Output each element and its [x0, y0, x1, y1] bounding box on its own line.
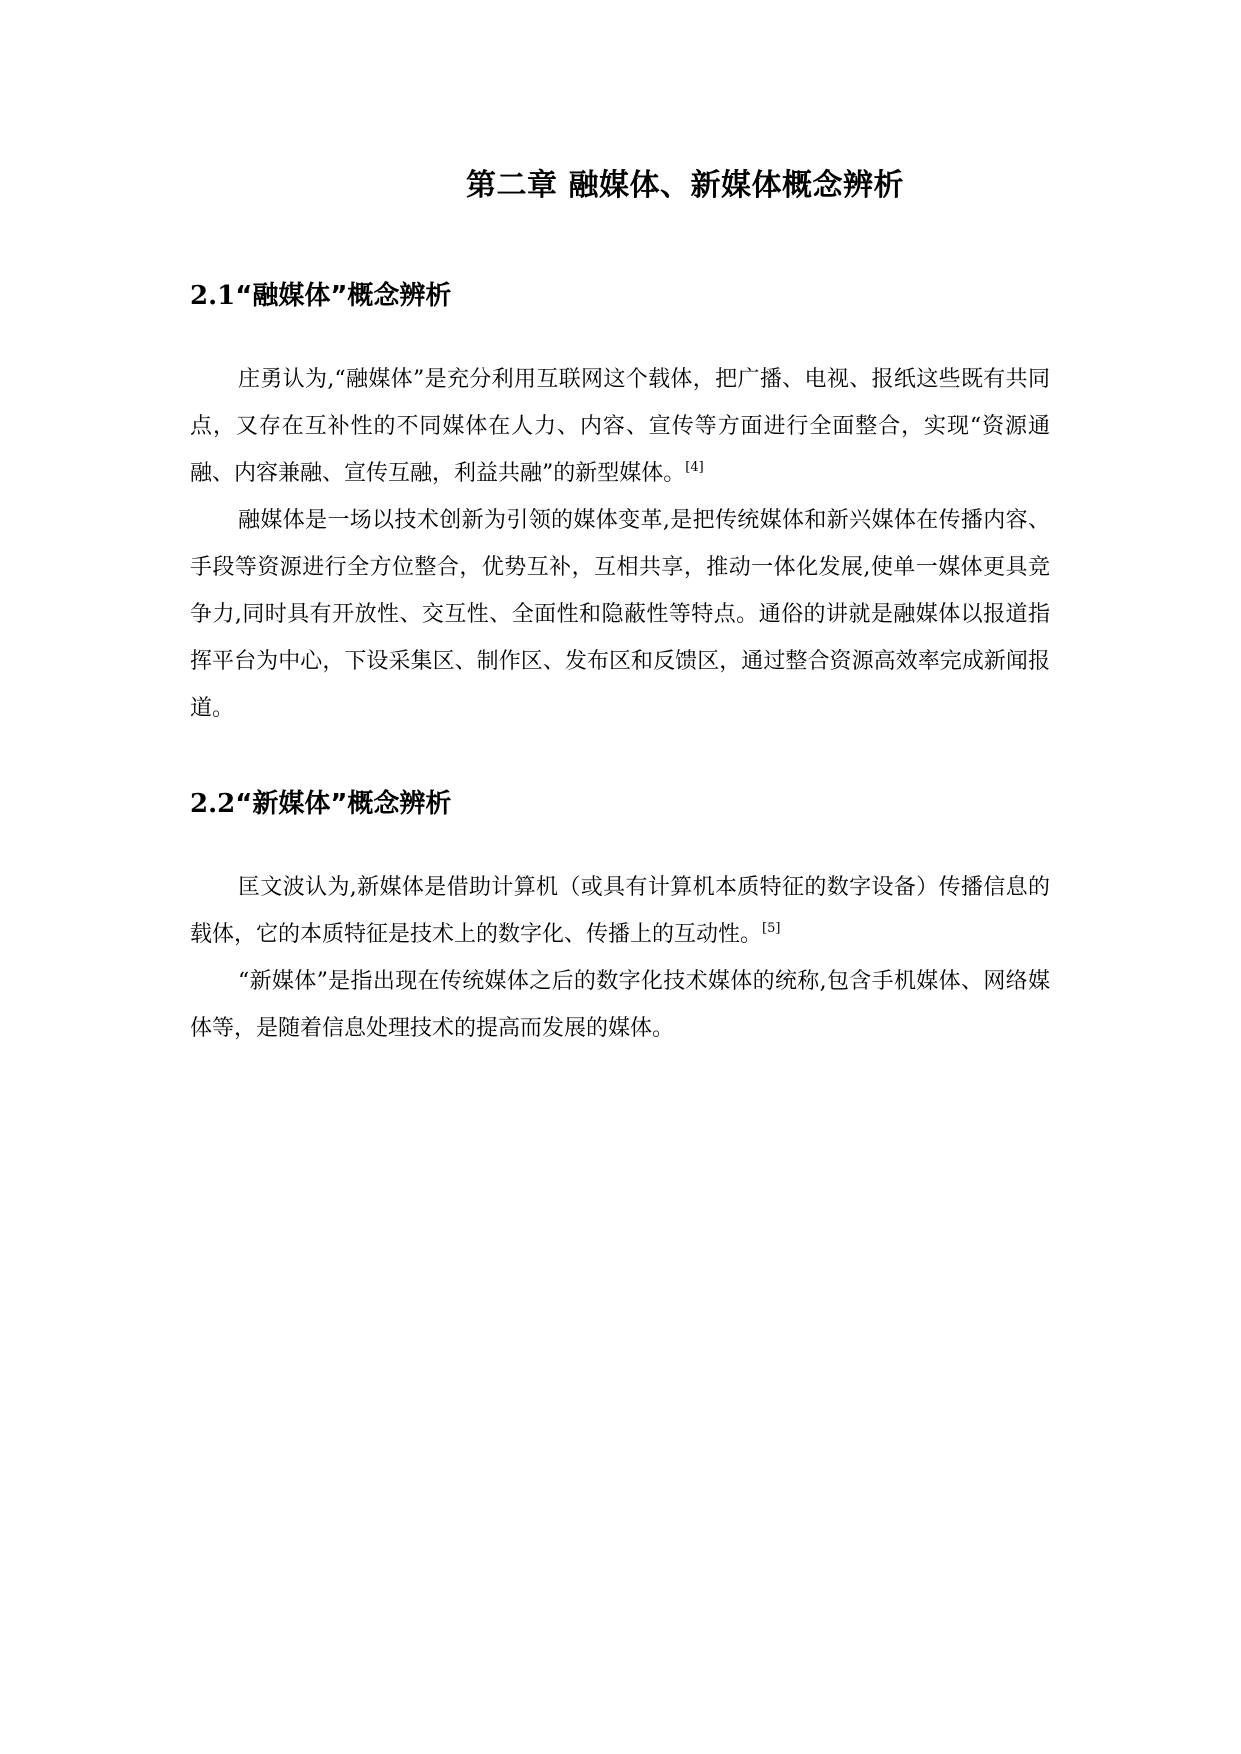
chapter-title: 第二章 融媒体、新媒体概念辨析	[466, 168, 904, 203]
citation-marker: [4]	[685, 460, 704, 475]
section-heading-2-1	[190, 278, 451, 314]
paragraph	[190, 958, 1050, 1052]
paragraph-text: 匡文波认为,新媒体是借助计算机（或具有计算机本质特征的数字设备）传播信息的载体，它的本质特征是技术上的数字化、传播上的互动性。	[190, 875, 1050, 947]
paragraph-text: 融媒体是一场以技术创新为引领的媒体变革,是把传统媒体和新兴媒体在传播内容、手段等资源进行全方位整合，优势互补，互相共享，推动一体化发展,使单一媒体更具竞争力,同时具有开放性、交互性、全面性和隐蔽性等特点。通俗的讲就是融媒体以报道指挥平台为中心，下设采集区、制作区、发布区和反馈区，通过整合资源高效率完成新闻报道。	[190, 508, 1050, 721]
section-title: “融媒体”概念辨析	[235, 281, 452, 311]
paragraph	[190, 497, 1050, 732]
paragraph-text: 庄勇认为,“融媒体”是充分利用互联网这个载体，把广播、电视、报纸这些既有共同点，又存在互补性的不同媒体在人力、内容、宣传等方面进行全面整合，实现“资源通融、内容兼融、宣传互融，利益共融”的新型媒体。	[190, 367, 1050, 486]
citation-marker: [5]	[762, 921, 781, 936]
section-number: 2.2	[190, 789, 236, 819]
paragraph	[190, 356, 1050, 497]
paragraph	[190, 864, 1050, 958]
paragraph-text: “新媒体”是指出现在传统媒体之后的数字化技术媒体的统称,包含手机媒体、网络媒体等，是随着信息处理技术的提高而发展的媒体。	[190, 969, 1050, 1041]
section-heading-2-2	[190, 786, 451, 822]
section-number: 2.1	[190, 281, 236, 311]
section-title: “新媒体”概念辨析	[235, 789, 452, 819]
